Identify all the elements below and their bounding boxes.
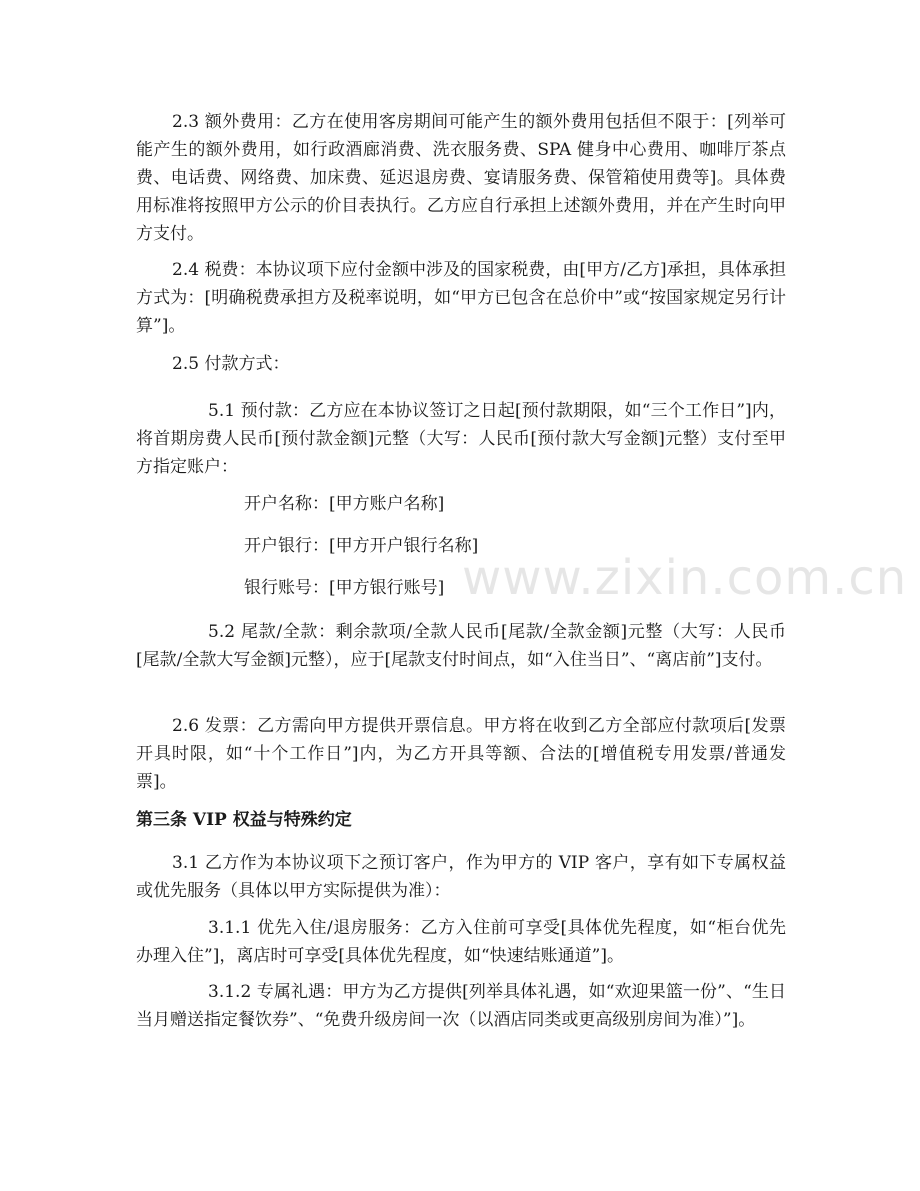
clause-5-1-prepayment: 5.1 预付款：乙方应在本协议签订之日起[预付款期限，如“三个工作日”]内，将首期房费人民币[预付款金额]元整（大写：人民币[预付款大写金额]元整）支付至甲方指定账户： <box>136 401 786 477</box>
clause-2-3-extra-fees: 2.3 额外费用：乙方在使用客房期间可能产生的额外费用包括但不限于：[列举可能产生的额外费用，如行政酒廊消费、洗衣服务费、SPA 健身中心费用、咖啡厅茶点费、电话费、网络费、加床费、延迟退房费、宴请服务费、保管箱使用费等]。具体费用标准将按照甲方公示的价目表执行。乙方应自行承担上述额外费用，并在产生时向甲方支付。 <box>136 112 786 244</box>
clause-2-6-invoice: 2.6 发票：乙方需向甲方提供开票信息。甲方将在收到乙方全部应付款项后[发票开具时限，如“十个工作日”]内，为乙方开具等额、合法的[增值税专用发票/普通发票]。 <box>136 716 786 792</box>
clause-3-1-2-exclusive-perks: 3.1.2 专属礼遇：甲方为乙方提供[列举具体礼遇，如“欢迎果篮一份”、“生日当月赠送指定餐饮券”、“免费升级房间一次（以酒店同类或更高级别房间为准）”]。 <box>136 982 786 1030</box>
account-number: 银行账号：[甲方银行账号] <box>244 578 445 598</box>
clause-2-4-taxes: 2.4 税费：本协议项下应付金额中涉及的国家税费，由[甲方/乙方]承担，具体承担方式为：[明确税费承担方及税率说明，如“甲方已包含在总价中”或“按国家规定另行计算”]。 <box>136 260 786 336</box>
clause-5-2-balance: 5.2 尾款/全款：剩余款项/全款人民币[尾款/全款金额]元整（大写：人民币[尾款/全款大写金额]元整），应于[尾款支付时间点，如“入住当日”、“离店前”]支付。 <box>136 622 786 670</box>
clause-2-5-payment-method: 2.5 付款方式： <box>172 354 290 374</box>
article-3-heading: 第三条 VIP 权益与特殊约定 <box>136 810 352 830</box>
watermark: www.zixin.com.cn <box>462 550 908 606</box>
clause-3-1-vip: 3.1 乙方作为本协议项下之预订客户，作为甲方的 VIP 客户，享有如下专属权益或优先服务（具体以甲方实际提供为准）： <box>136 853 786 901</box>
account-name: 开户名称：[甲方账户名称] <box>244 494 445 514</box>
account-bank: 开户银行：[甲方开户银行名称] <box>244 536 479 556</box>
clause-3-1-1-priority-service: 3.1.1 优先入住/退房服务：乙方入住前可享受[具体优先程度，如“柜台优先办理入住”]，离店时可享受[具体优先程度，如“快速结账通道”]。 <box>136 918 786 966</box>
